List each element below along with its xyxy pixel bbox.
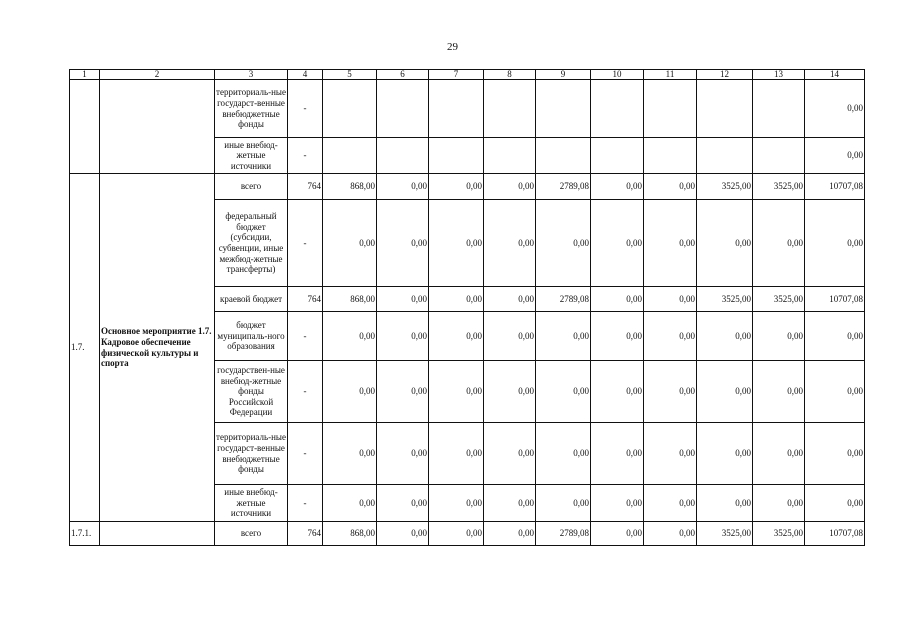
value-cell: 0,00 [805,80,865,138]
value-cell [591,138,644,174]
value-cell: 0,00 [429,423,484,485]
column-header: 1 [70,70,100,80]
value-cell: 0,00 [805,423,865,485]
value-cell: 0,00 [377,361,429,423]
source-cell: иные внебюд-жетные источники [215,485,288,522]
value-cell: 0,00 [805,138,865,174]
value-cell: 0,00 [644,200,697,287]
value-cell [484,80,536,138]
value-cell [536,138,591,174]
value-cell: 0,00 [591,361,644,423]
value-cell: 3525,00 [697,174,753,200]
code-cell: - [288,485,323,522]
column-header: 14 [805,70,865,80]
value-cell: 0,00 [429,485,484,522]
value-cell: 0,00 [644,485,697,522]
value-cell: 3525,00 [697,287,753,312]
value-cell: 868,00 [323,174,377,200]
column-header: 2 [100,70,215,80]
value-cell [753,138,805,174]
name-cell [100,80,215,174]
value-cell: 0,00 [644,174,697,200]
column-header: 11 [644,70,697,80]
value-cell: 0,00 [429,200,484,287]
value-cell: 3525,00 [753,522,805,546]
value-cell: 0,00 [323,361,377,423]
row-index: 1.7.1. [70,522,100,546]
value-cell: 0,00 [323,312,377,361]
value-cell: 0,00 [753,423,805,485]
value-cell: 0,00 [591,174,644,200]
column-header: 4 [288,70,323,80]
value-cell: 0,00 [323,485,377,522]
table-row [70,174,865,200]
code-cell: - [288,361,323,423]
source-cell: территориаль-ные государст-венные внебюджетные фонды [215,80,288,138]
source-cell: иные внебюд-жетные источники [215,138,288,174]
value-cell [697,80,753,138]
column-header: 8 [484,70,536,80]
value-cell: 0,00 [377,485,429,522]
value-cell: 0,00 [805,361,865,423]
value-cell: 0,00 [591,200,644,287]
source-cell: территориаль-ные государст-венные внебюджетные фонды [215,423,288,485]
value-cell [591,80,644,138]
source-cell: всего [215,522,288,546]
value-cell: 868,00 [323,287,377,312]
page-number: 29 [447,41,458,53]
value-cell: 0,00 [484,522,536,546]
value-cell: 0,00 [484,312,536,361]
value-cell: 0,00 [697,361,753,423]
code-cell: 764 [288,174,323,200]
value-cell: 2789,08 [536,174,591,200]
value-cell: 0,00 [377,287,429,312]
value-cell [697,138,753,174]
value-cell [377,138,429,174]
header-row [70,70,865,80]
index-cell [70,80,100,174]
value-cell [536,80,591,138]
row-index: 1.7. [70,174,100,522]
value-cell [644,80,697,138]
column-header: 3 [215,70,288,80]
value-cell [429,138,484,174]
value-cell: 0,00 [429,522,484,546]
value-cell: 0,00 [591,287,644,312]
value-cell [323,138,377,174]
source-cell: государствен-ные внебюд-жетные фонды Российской Федерации [215,361,288,423]
value-cell: 0,00 [753,312,805,361]
code-cell: 764 [288,522,323,546]
value-cell: 0,00 [377,312,429,361]
value-cell: 0,00 [429,361,484,423]
value-cell: 0,00 [644,423,697,485]
value-cell: 0,00 [484,174,536,200]
value-cell: 0,00 [536,423,591,485]
value-cell: 0,00 [697,485,753,522]
value-cell: 0,00 [644,522,697,546]
value-cell: 0,00 [536,361,591,423]
column-header: 12 [697,70,753,80]
table-row [70,80,865,138]
value-cell: 3525,00 [697,522,753,546]
code-cell: - [288,138,323,174]
value-cell: 0,00 [805,485,865,522]
value-cell: 0,00 [644,312,697,361]
code-cell: - [288,423,323,485]
value-cell: 0,00 [377,174,429,200]
source-cell: федеральный бюджет (субсидии, субвенции, иные межбюд-жетные трансферты) [215,200,288,287]
value-cell [377,80,429,138]
code-cell: - [288,80,323,138]
value-cell: 0,00 [644,361,697,423]
value-cell [429,80,484,138]
value-cell: 3525,00 [753,174,805,200]
source-cell: бюджет муниципаль-ного образования [215,312,288,361]
value-cell: 2789,08 [536,287,591,312]
value-cell: 0,00 [377,423,429,485]
value-cell: 0,00 [591,423,644,485]
source-cell: краевой бюджет [215,287,288,312]
value-cell: 0,00 [591,485,644,522]
value-cell: 0,00 [536,200,591,287]
value-cell: 0,00 [377,200,429,287]
value-cell: 0,00 [429,174,484,200]
value-cell: 0,00 [644,287,697,312]
value-cell: 0,00 [484,485,536,522]
value-cell: 0,00 [805,312,865,361]
value-cell [484,138,536,174]
value-cell: 0,00 [591,522,644,546]
value-cell: 0,00 [697,312,753,361]
value-cell: 0,00 [805,200,865,287]
value-cell: 0,00 [484,423,536,485]
value-cell: 10707,08 [805,174,865,200]
code-cell: - [288,200,323,287]
column-header: 6 [377,70,429,80]
value-cell: 2789,08 [536,522,591,546]
value-cell: 0,00 [753,485,805,522]
value-cell: 10707,08 [805,522,865,546]
value-cell: 0,00 [429,287,484,312]
value-cell: 0,00 [697,423,753,485]
value-cell: 0,00 [591,312,644,361]
value-cell: 0,00 [429,312,484,361]
value-cell: 10707,08 [805,287,865,312]
value-cell [753,80,805,138]
activity-name: Основное мероприятие 1.7. Кадровое обеспечение физической культуры и спорта [100,174,215,522]
value-cell: 0,00 [377,522,429,546]
value-cell: 868,00 [323,522,377,546]
source-cell: всего [215,174,288,200]
value-cell: 0,00 [484,200,536,287]
value-cell: 0,00 [484,361,536,423]
value-cell: 3525,00 [753,287,805,312]
value-cell: 0,00 [323,200,377,287]
value-cell: 0,00 [323,423,377,485]
value-cell: 0,00 [697,200,753,287]
activity-name [100,522,215,546]
table-row [70,522,865,546]
value-cell [323,80,377,138]
column-header: 7 [429,70,484,80]
value-cell: 0,00 [484,287,536,312]
code-cell: - [288,312,323,361]
value-cell: 0,00 [536,485,591,522]
column-header: 10 [591,70,644,80]
column-header: 9 [536,70,591,80]
value-cell: 0,00 [753,361,805,423]
budget-table [69,69,865,546]
column-header: 5 [323,70,377,80]
value-cell: 0,00 [753,200,805,287]
value-cell: 0,00 [536,312,591,361]
value-cell [644,138,697,174]
column-header: 13 [753,70,805,80]
code-cell: 764 [288,287,323,312]
